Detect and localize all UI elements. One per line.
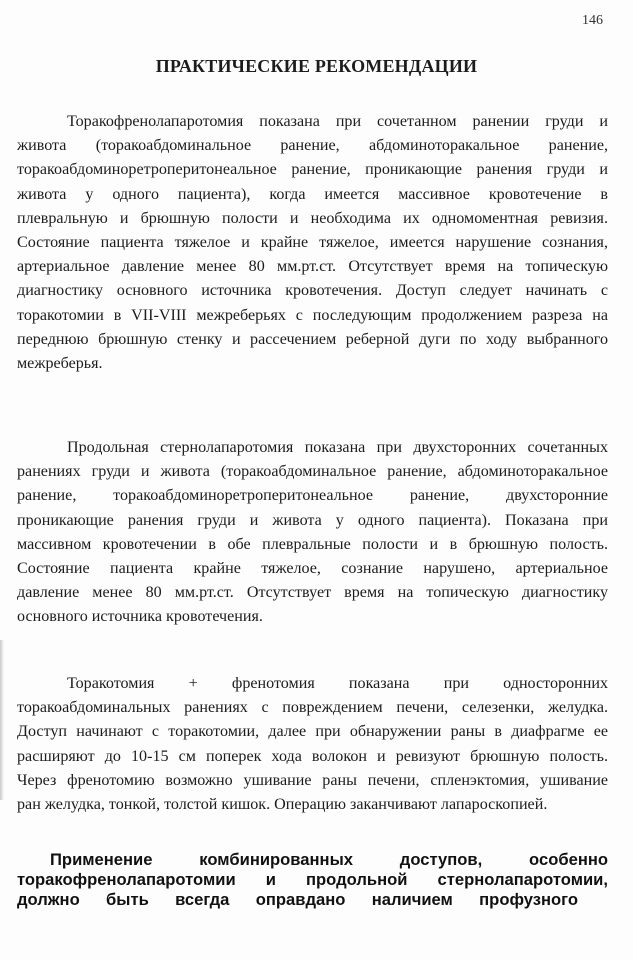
- text-line: торакоабдоминальных ранениях с повреждением печени, селезенки, желудка.: [17, 699, 608, 717]
- emphasis-line: Применение комбинированных доступов, особенно: [50, 850, 608, 869]
- text-line: торакоабдоминоретроперитонеальное ранение, проникающие ранения груди и: [17, 161, 608, 179]
- text-line: переднюю брюшную стенку и рассечением реберной дуги по ходу выбранного: [17, 330, 608, 348]
- text-line: межреберья.: [17, 355, 103, 373]
- text-line: Торакофренолапаротомия показана при сочетанном ранении груди и: [67, 113, 608, 130]
- scan-shadow: [0, 640, 4, 800]
- text-line: давление менее 80 мм.рт.ст. Отсутствует время на топическую диагностику: [17, 584, 608, 602]
- text-line: живота (торакоабдоминальное ранение, абдоминоторакальное ранение,: [17, 137, 608, 155]
- text-line: Через френотомию возможно ушивание раны печени, спленэктомия, ушивание: [17, 771, 608, 789]
- text-line: Состояние пациента тяжелое и крайне тяжелое, имеется нарушение сознания,: [17, 234, 608, 252]
- text-line: расширяют до 10-15 см поперек хода волокон и ревизуют брюшную полость.: [17, 747, 608, 765]
- text-line: живота у одного пациента), когда имеется массивное кровотечение в: [17, 185, 608, 203]
- text-line: ран желудка, тонкой, толстой кишок. Операцию заканчивают лапароскопией.: [17, 796, 548, 814]
- emphasis-line: должно быть всегда оправдано наличием профузного: [17, 890, 578, 909]
- emphasis-line: торакофренолапаротомии и продольной стернолапаротомии,: [17, 870, 608, 889]
- paragraph-thoracophrenolaparotomy: [17, 110, 608, 376]
- text-line: плевральную и брюшную полости и необходима их одномоментная ревизия.: [17, 209, 608, 227]
- text-line: Состояние пациента крайне тяжелое, сознание нарушено, артериальное: [17, 560, 608, 578]
- text-line: основного источника кровотечения.: [17, 608, 263, 626]
- paragraph-sternolaparotomy: [17, 436, 608, 630]
- paragraph-thoracotomy-phrenotomy: [17, 672, 608, 817]
- page-number: 146: [582, 13, 603, 28]
- text-line: Доступ начинают с торакотомии, далее при обнаружении раны в диафрагме ее: [17, 723, 608, 741]
- text-line: Торакотомия + френотомия показана при односторонних: [67, 675, 608, 692]
- text-line: артериальное давление менее 80 мм.рт.ст. Отсутствует время на топическую: [17, 258, 608, 276]
- text-line: диагностику основного источника кровотечения. Доступ следует начинать с: [17, 282, 608, 300]
- text-line: Продольная стернолапаротомия показана при двухсторонних сочетанных: [67, 439, 608, 456]
- emphasis-paragraph: [17, 850, 608, 910]
- text-line: ранение, торакоабдоминоретроперитонеальное ранение, двухсторонние: [17, 487, 608, 505]
- page-title: ПРАКТИЧЕСКИЕ РЕКОМЕНДАЦИИ: [155, 56, 478, 76]
- text-line: торакотомии в VII-VIII межреберьях с последующим продолжением разреза на: [17, 306, 608, 324]
- text-line: массивном кровотечении в обе плевральные полости и в брюшную полость.: [17, 535, 608, 553]
- text-line: проникающие ранения груди и живота у одного пациента). Показана при: [17, 511, 608, 529]
- text-line: ранениях груди и живота (торакоабдоминальное ранение, абдоминоторакальное: [17, 463, 608, 481]
